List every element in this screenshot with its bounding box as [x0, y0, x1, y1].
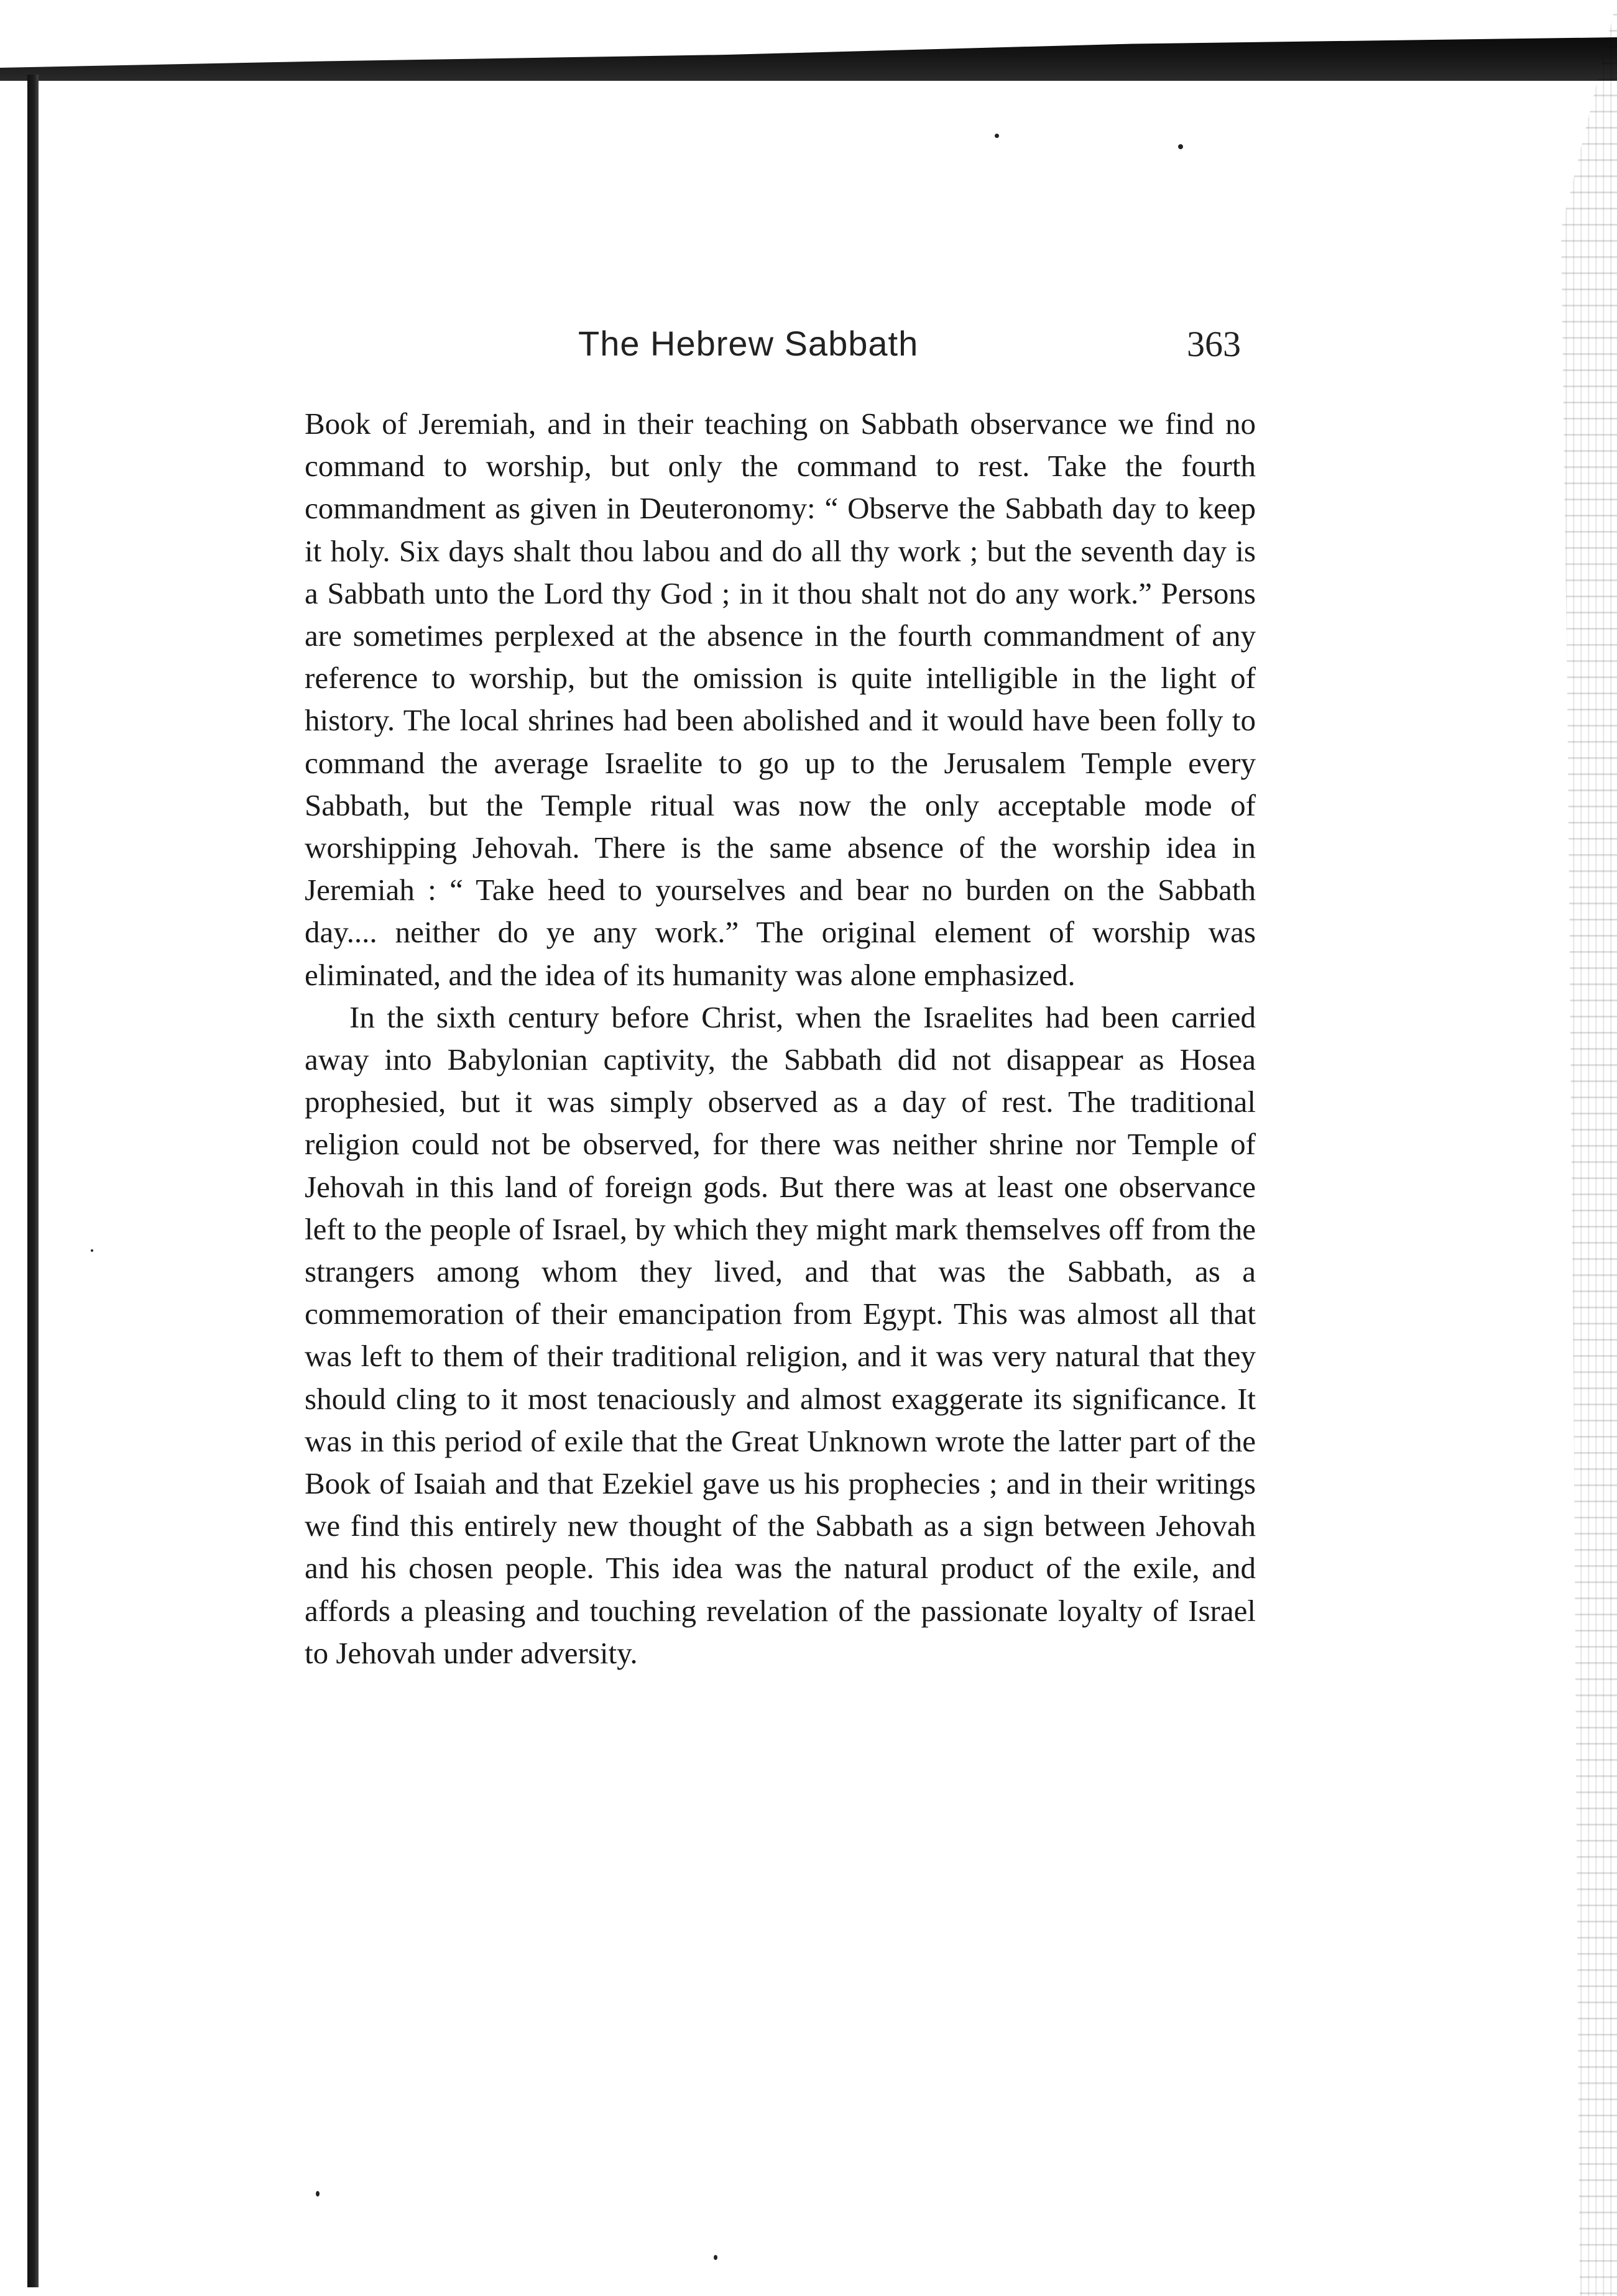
scan-edge-right — [1493, 0, 1617, 2296]
scan-speck — [1178, 144, 1183, 149]
page-body — [305, 403, 1256, 1674]
book-page — [305, 323, 1256, 1674]
paragraph: Book of Jeremiah, and in their teaching on Sabbath observance we find no command to worship, but only the command to rest. Take the fourth commandment as given in Deuteronomy: “ Observe the Sabbath day to keep it holy. Six days shalt thou labou and do all thy work ; but the seventh day is a Sabbath unto the Lord thy God ; in it thou shalt not do any work.” Persons are sometimes perplexed at the absence in the fourth commandment of any reference to worship, but the omission is quite intelligible in the light of history. The local shrines had been abolished and it would have been folly to command the average Israelite to go up to the Jerusalem Temple every Sabbath, but the Temple ritual was now the only acceptable mode of worshipping Jehovah. There is the same absence of the worship idea in Jeremiah : “ Take heed to yourselves and bear no burden on the Sabbath day.... neither do ye any work.” The original element of worship was eliminated, and the idea of its humanity was alone emphasized. — [305, 406, 1256, 992]
scan-speck — [714, 2255, 717, 2260]
scan-edge-left — [27, 75, 39, 2287]
scan-speck — [995, 134, 999, 138]
scan-speck — [91, 1249, 93, 1252]
page-header — [305, 323, 1256, 379]
scan-speck — [316, 2191, 320, 2197]
running-title: The Hebrew Sabbath — [578, 324, 919, 363]
paragraph: In the sixth century before Christ, when the Israelites had been carried away into Babylonian captivity, the Sabbath did not disappear as Hosea prophesied, but it was simply observed as a day of rest. The traditional religion could not be observed, for there was neither shrine nor Temple of Jehovah in this land of foreign gods. But there was at least one observance left to the people of Israel, by which they might mark themselves off from the strangers among whom they lived, and that was the Sabbath, as a commemoration of their emancipation from Egypt. This was almost all that was left to them of their traditional religion, and it was very natural that they should cling to it most tenaciously and almost exaggerate its significance. It was in this period of exile that the Great Unknown wrote the latter part of the Book of Isaiah and that Ezekiel gave us his prophecies ; and in their writings we find this entirely new thought of the Sabbath as a sign between Jehovah and his chosen people. This idea was the natural product of the exile, and affords a pleasing and touching revelation of the passionate loyalty of Israel to Jehovah under adversity. — [305, 999, 1256, 1670]
scan-edge-top — [0, 37, 1617, 81]
page-number: 363 — [1187, 324, 1241, 364]
